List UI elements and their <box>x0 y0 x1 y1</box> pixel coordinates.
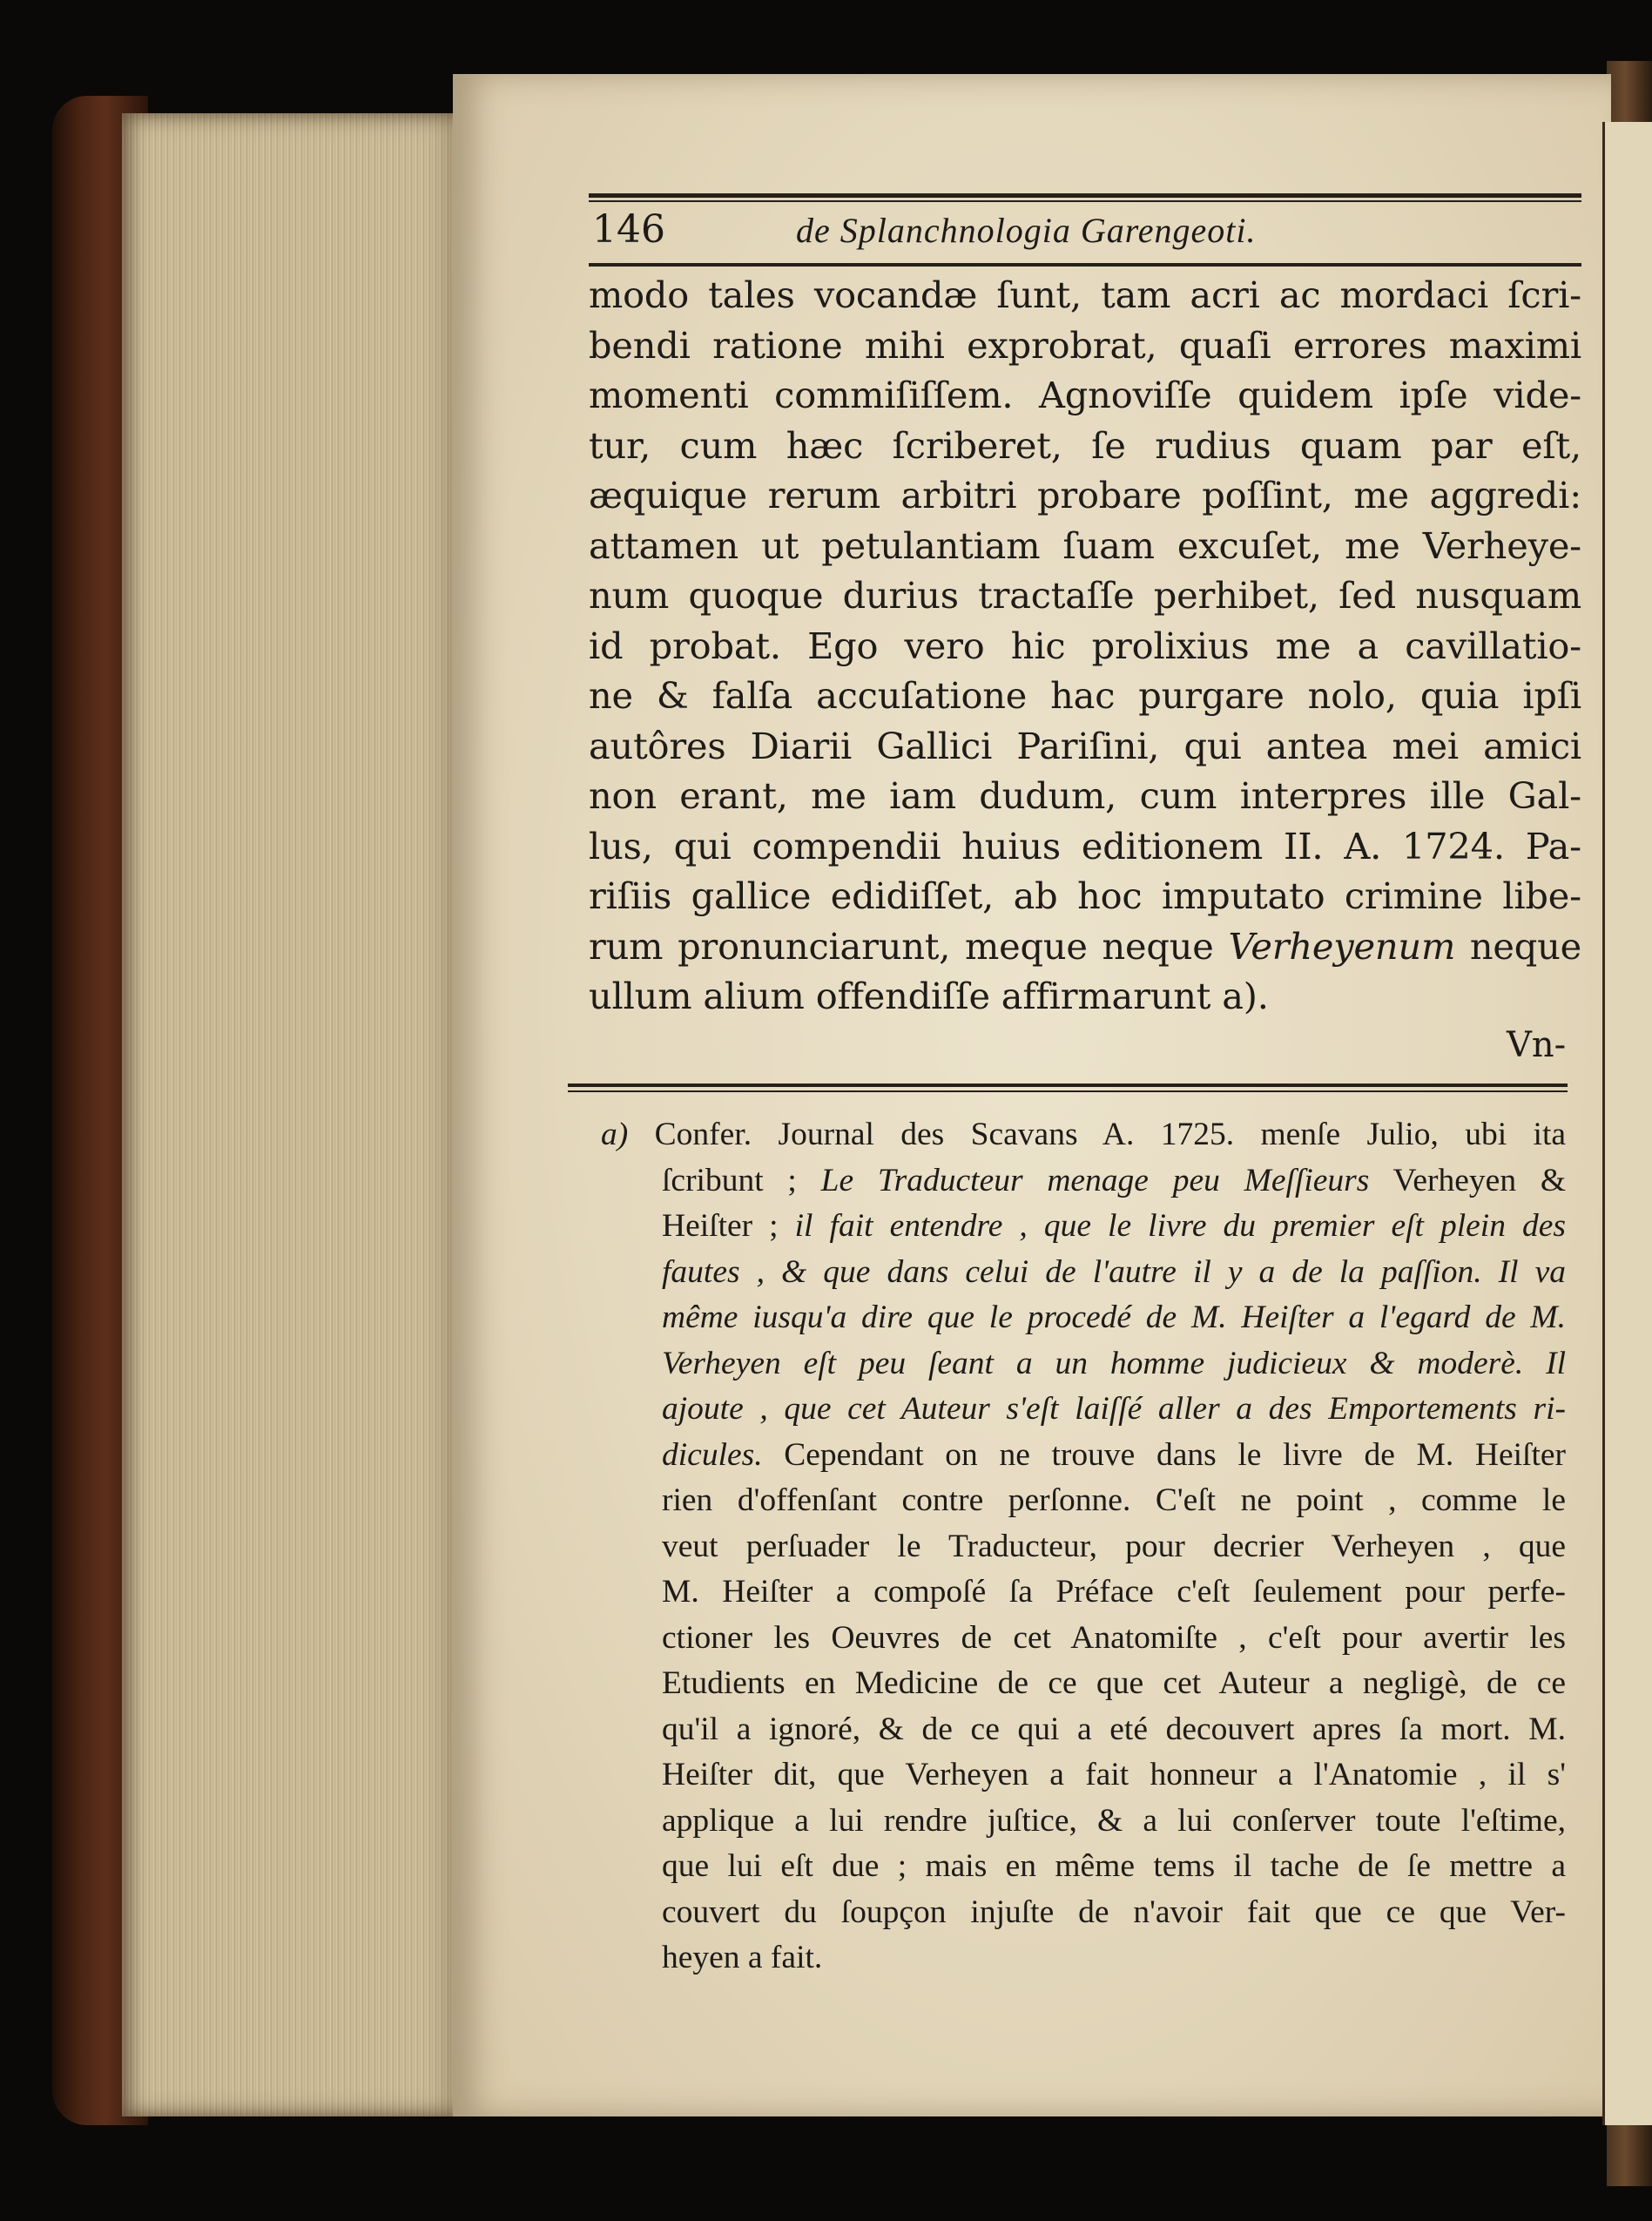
text-line: non erant, me iam dudum, cum interpres ille Gal- <box>589 774 1581 817</box>
footnote-text: Confer. Journal des Scavans A. 1725. menſe Julio, ubi ita <box>654 1117 1567 1152</box>
footnote-text: Heiſter ; <box>662 1208 795 1244</box>
catchword: Vn- <box>1507 1025 1567 1065</box>
footnote-line: ctioner les Oeuvres de cet Anatomiſte , c'eſt pour avertir les <box>662 1619 1566 1656</box>
text-line: riſiis gallice edidiſſet, ab hoc imputato crimine libe- <box>589 874 1581 917</box>
footnote-block <box>601 1112 1566 1981</box>
footnote-line <box>601 1158 1566 1205</box>
footnote-line: fautes , & que dans celui de l'autre il y a de la paſſion. Il va <box>662 1253 1566 1290</box>
footnote-line: applique a lui rendre juſtice, & a lui conſerver toute l'eſtime, <box>662 1802 1566 1839</box>
main-text-body <box>589 270 1581 1022</box>
facing-page-edge <box>1602 122 1652 2125</box>
header-rule-top-thin <box>589 200 1581 202</box>
footnote-italic: il fait entendre , que le livre du premier eſt plein des <box>794 1208 1566 1244</box>
footnote-line: Heiſter dit, que Verheyen a fait honneur a l'Anatomie , il s' <box>662 1757 1566 1792</box>
footnote-line: Verheyen eſt peu ſeant a un homme judicieux & moderè. Il <box>662 1345 1566 1381</box>
header-rule-bottom <box>589 263 1581 267</box>
footnote-line <box>601 1204 1566 1250</box>
footnote-rule <box>568 1083 1568 1087</box>
page-number: 146 <box>592 207 665 252</box>
footnote-rule-thin <box>568 1090 1568 1092</box>
text-line: momenti commiſiſſem. Agnoviſſe quidem ipſe vide- <box>589 374 1581 416</box>
footnote-line: qu'il a ignoré, & de ce qui a eté decouvert apres ſa mort. M. <box>662 1711 1566 1747</box>
footnote-marker: a) <box>601 1117 629 1152</box>
footnote-italic: dicules. <box>662 1436 763 1473</box>
footnote-line: heyen a fait. <box>662 1940 823 1975</box>
text-line: attamen ut petulantiam ſuam excuſet, me Verheye- <box>589 523 1581 567</box>
page-edges <box>122 113 466 2116</box>
text-line: bendi ratione mihi exprobrat, quaſi errores maximi <box>589 323 1581 367</box>
running-head-title: de Splanchnologia Garengeoti. <box>795 211 1257 250</box>
running-header <box>592 207 1541 268</box>
footnote-line: couvert du ſoupçon injuſte de n'avoir fait que ce que Ver- <box>662 1894 1566 1930</box>
footnote-line: même iusqu'a dire que le procedé de M. Heiſter a l'egard de M. <box>662 1300 1566 1335</box>
text-line: modo tales vocandæ ſunt, tam acri ac mordaci ſcri- <box>589 273 1581 316</box>
footnote-line: veut perſuader le Traducteur, pour decrier Verheyen , que <box>662 1528 1566 1564</box>
text-line: ne & falſa accuſatione hac purgare nolo, quia ipſi <box>589 674 1581 717</box>
text-line: æquique rerum arbitri probare poſſint, me aggredi: <box>589 474 1581 516</box>
header-rule-top <box>589 193 1581 198</box>
text-segment: neque <box>1469 924 1582 968</box>
footnote-line <box>601 1112 1566 1158</box>
text-segment: rum pronunciarunt, meque neque <box>589 924 1214 968</box>
text-line: autôres Diarii Gallici Pariſini, qui antea mei amici <box>589 724 1581 767</box>
text-line: tur, cum hæc ſcriberet, ſe rudius quam par eſt, <box>589 423 1581 467</box>
text-line: lus, qui compendii huius editionem II. A. 1724. Pa- <box>589 824 1581 867</box>
footnote-line: ajoute , que cet Auteur s'eſt laiſſé aller a des Emportements ri- <box>662 1391 1566 1427</box>
footnote-line: M. Heiſter a compoſé ſa Préface c'eſt ſeulement pour perfe- <box>662 1574 1566 1610</box>
text-line: id probat. Ego vero hic prolixius me a cavillatio- <box>589 624 1581 667</box>
footnote-line: rien d'offenſant contre perſonne. C'eſt ne point , comme le <box>662 1482 1566 1518</box>
footnote-line: Etudients en Medicine de ce que cet Auteur a negligè, de ce <box>662 1665 1566 1701</box>
italic-name: Verheyenum <box>1228 924 1456 968</box>
text-line-mixed <box>589 921 1581 972</box>
text-line: num quoque durius tractaſſe perhibet, ſed nusquam <box>589 574 1581 617</box>
footnote-text: Cependant on ne trouve dans le livre de M. Heiſter <box>762 1436 1566 1473</box>
footnote-line <box>601 1433 1566 1479</box>
footnote-line: que lui eſt due ; mais en même tems il tache de ſe mettre a <box>662 1848 1566 1884</box>
footnote-text: ſcribunt ; <box>662 1162 821 1198</box>
text-line: ullum alium offendiſſe affirmarunt a). <box>589 975 1269 1017</box>
footnote-italic: Le Traducteur menage peu Meſſieurs <box>820 1162 1370 1198</box>
footnote-text: Verheyen & <box>1369 1162 1567 1198</box>
